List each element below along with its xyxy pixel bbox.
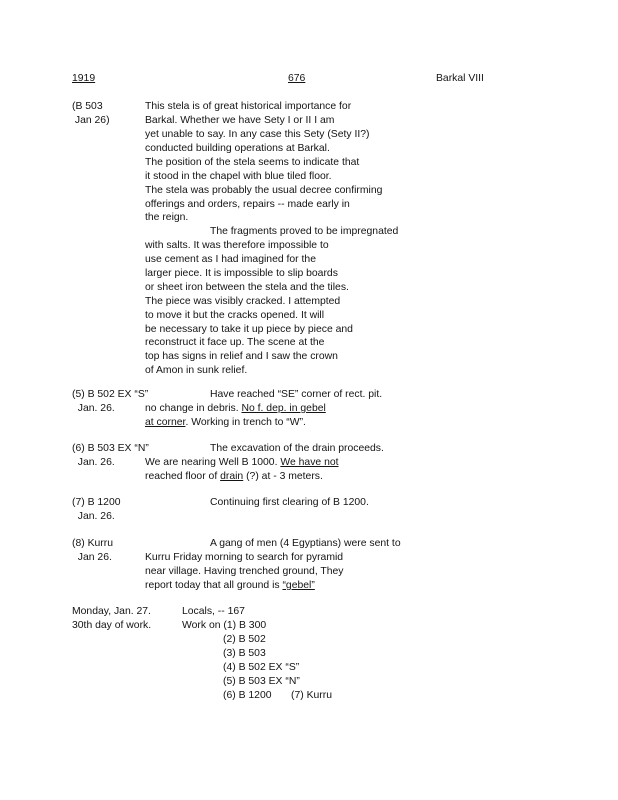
work-item: (5) B 503 EX “N” (223, 676, 300, 687)
entry-label-date: Jan. 26. (72, 403, 115, 414)
entry-line: to move it but the cracks opened. It will (145, 310, 325, 321)
entry-line (145, 417, 306, 429)
entry-label: (5) B 502 EX “S” (72, 389, 149, 400)
entry-line: The excavation of the drain proceeds. (210, 443, 384, 454)
entry-line: of Amon in sunk relief. (145, 365, 248, 376)
work-item: (7) Kurru (291, 690, 332, 701)
entry-label-date: Jan 26) (72, 115, 110, 126)
entry-line: The position of the stela seems to indicate that (145, 157, 360, 168)
entry-line: This stela is of great historical importance for (145, 101, 352, 112)
header-title: Barkal VIII (436, 73, 484, 84)
entry-underlined-text: drain (220, 471, 244, 482)
entry-text: . Working in trench to “W”. (185, 417, 306, 428)
entry-text: reached floor of (145, 471, 221, 482)
entry-underlined-text: We have not (280, 457, 339, 468)
day-locals: Locals, -- 167 (182, 606, 245, 617)
entry-line (145, 471, 323, 483)
entry-underlined-text: at corner (145, 417, 186, 428)
entry-line: be necessary to take it up piece by piece and (145, 324, 353, 335)
entry-line: the reign. (145, 212, 189, 223)
entry-label-date: Jan 26. (72, 552, 112, 563)
work-item: (2) B 502 (223, 634, 266, 645)
entry-line (145, 580, 315, 592)
header-year: 1919 (72, 73, 96, 84)
entry-text: We are nearing Well B 1000. (145, 457, 281, 468)
header-page-number: 676 (288, 73, 306, 84)
entry-underlined-text: No f. dep. in gebel (241, 403, 326, 414)
entry-line: The stela was probably the usual decree confirming (145, 185, 383, 196)
entry-label: (6) B 503 EX “N” (72, 443, 149, 454)
entry-text: report today that all ground is (145, 580, 283, 591)
entry-label-date: Jan. 26. (72, 511, 115, 522)
entry-line: with salts. It was therefore impossible to (145, 240, 329, 251)
entry-line: top has signs in relief and I saw the crown (145, 351, 338, 362)
entry-line (145, 457, 339, 469)
entry-label-date: Jan. 26. (72, 457, 115, 468)
entry-line: near village. Having trenched ground, They (145, 566, 344, 577)
entry-line: Kurru Friday morning to search for pyramid (145, 552, 344, 563)
entry-line (145, 403, 326, 415)
entry-line: Continuing first clearing of B 1200. (210, 497, 369, 508)
work-item: (4) B 502 EX “S” (223, 662, 300, 673)
entry-line: A gang of men (4 Egyptians) were sent to (210, 538, 401, 549)
day-date: Monday, Jan. 27. (72, 606, 151, 617)
entry-text: no change in debris. (145, 403, 242, 414)
entry-label: (8) Kurru (72, 538, 113, 549)
day-work-on: Work on (1) B 300 (182, 620, 267, 631)
entry-line: larger piece. It is impossible to slip boards (145, 268, 338, 279)
work-item: (3) B 503 (223, 648, 266, 659)
entry-line: offerings and orders, repairs -- made early in (145, 199, 350, 210)
entry-line: reconstruct it face up. The scene at the (145, 337, 325, 348)
entry-label: (7) B 1200 (72, 497, 121, 508)
entry-line: The piece was visibly cracked. I attempted (145, 296, 341, 307)
entry-line: The fragments proved to be impregnated (210, 226, 399, 237)
entry-line: Have reached “SE” corner of rect. pit. (210, 389, 383, 400)
entry-underlined-text: “gebel” (282, 580, 315, 591)
entry-line: use cement as I had imagined for the (145, 254, 316, 265)
entry-line: or sheet iron between the stela and the tiles. (145, 282, 349, 293)
entry-text: (?) at - 3 meters. (243, 471, 323, 482)
entry-line: conducted building operations at Barkal. (145, 143, 330, 154)
entry-line: yet unable to say. In any case this Sety (Sety II?) (145, 129, 370, 140)
entry-line: it stood in the chapel with blue tiled floor. (145, 171, 332, 182)
work-item: (6) B 1200 (223, 690, 272, 701)
day-work-count: 30th day of work. (72, 620, 152, 631)
entry-line: Barkal. Whether we have Sety I or II I am (145, 115, 335, 126)
entry-label: (B 503 (72, 101, 103, 112)
